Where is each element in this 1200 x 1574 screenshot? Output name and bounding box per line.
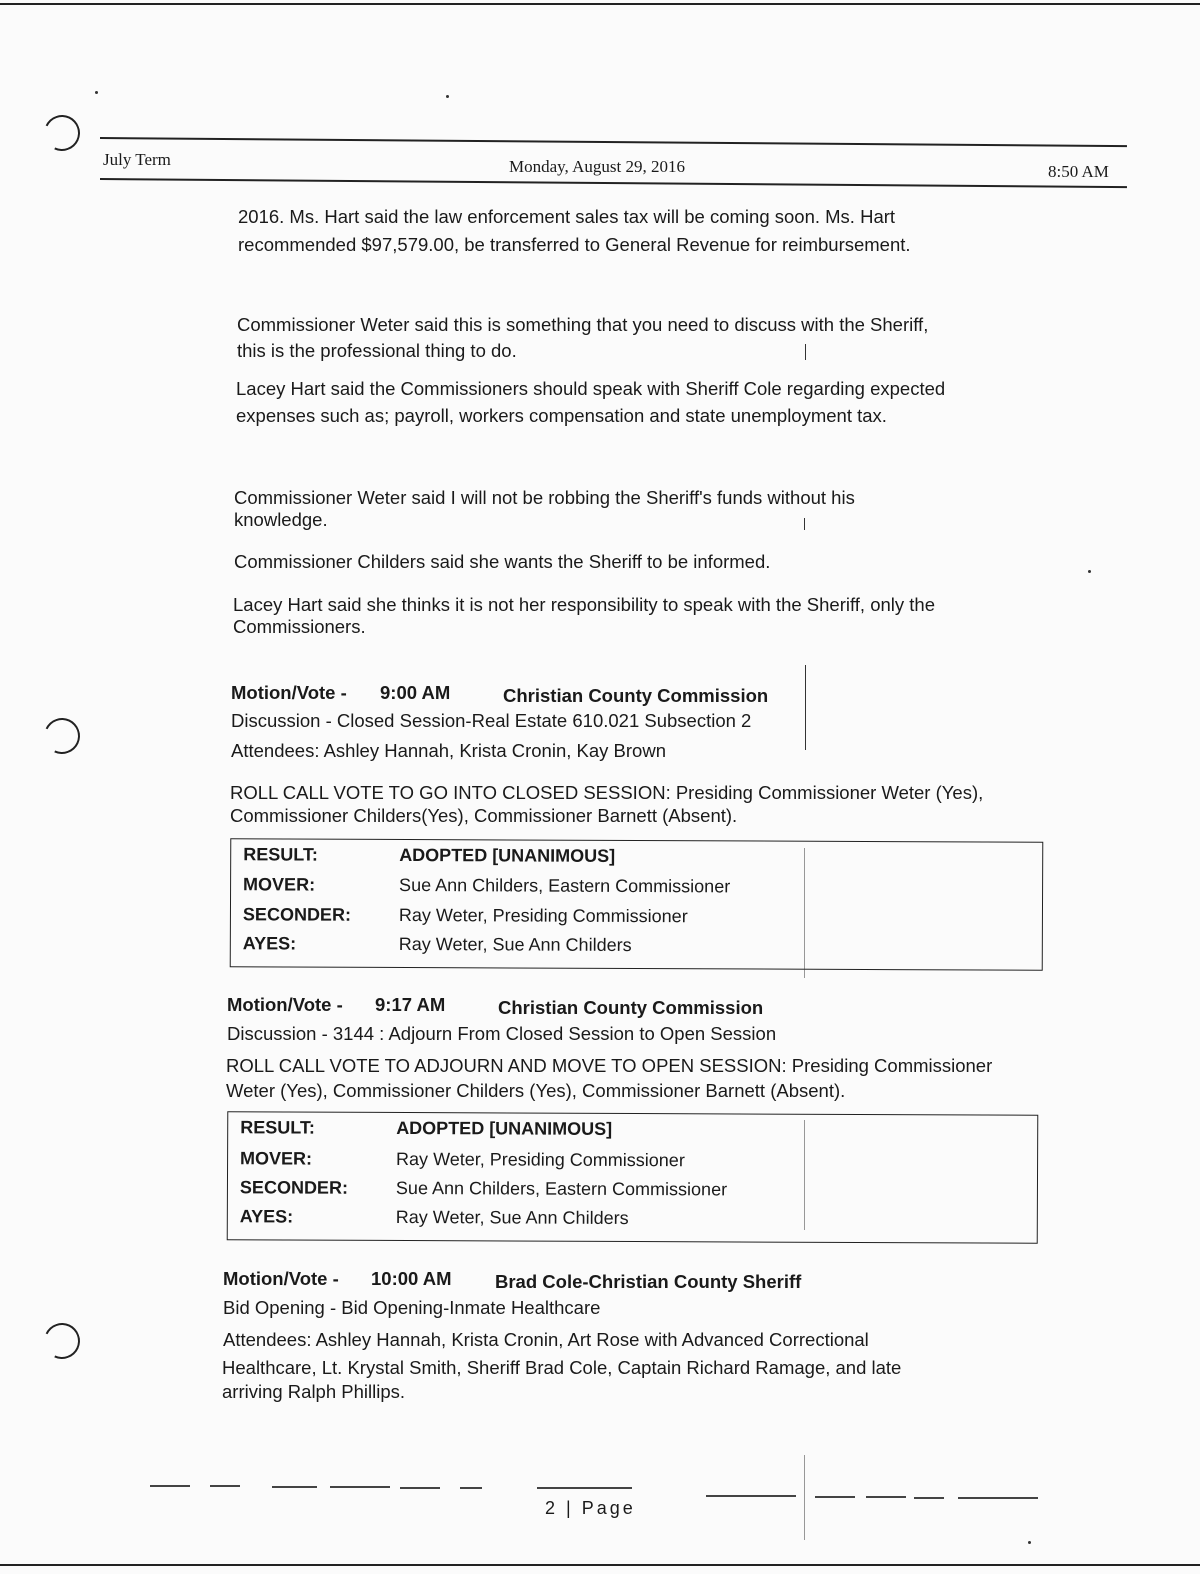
punch-hole-icon bbox=[39, 1318, 85, 1364]
motion-heading-label: Motion/Vote - bbox=[231, 682, 347, 703]
motion-heading-label: Motion/Vote - bbox=[223, 1268, 339, 1289]
footer-dash bbox=[400, 1487, 440, 1489]
motion-heading-time: 10:00 AM bbox=[371, 1268, 452, 1289]
punch-hole-icon bbox=[39, 110, 85, 156]
paragraph-line: 2016. Ms. Hart said the law enforcement sales tax will be coming soon. Ms. Hart bbox=[238, 206, 896, 227]
paragraph-line: Commissioner Weter said I will not be robbing the Sheriff's funds without his bbox=[234, 487, 855, 508]
motion-line: Discussion - Closed Session-Real Estate 610.021 Subsection 2 bbox=[231, 710, 752, 731]
scan-speck bbox=[446, 95, 449, 98]
scan-border-top bbox=[0, 3, 1200, 5]
footer-dash bbox=[866, 1496, 906, 1498]
footer-dash bbox=[706, 1495, 796, 1497]
footer-dash bbox=[958, 1497, 1038, 1499]
motion-line: Bid Opening - Bid Opening-Inmate Healthcare bbox=[223, 1297, 601, 1318]
vote-result-box bbox=[230, 838, 1044, 971]
footer-dash bbox=[330, 1486, 390, 1488]
motion-line: Attendees: Ashley Hannah, Krista Cronin, Kay Brown bbox=[231, 740, 666, 761]
paragraph-line: Commissioners. bbox=[233, 616, 366, 637]
header-term: July Term bbox=[103, 150, 171, 169]
scan-speck bbox=[1088, 570, 1091, 573]
motion-line: ROLL CALL VOTE TO ADJOURN AND MOVE TO OPEN SESSION: Presiding Commissioner bbox=[226, 1055, 993, 1076]
paragraph-line: Commissioner Childers said she wants the Sheriff to be informed. bbox=[234, 551, 771, 572]
paragraph-line: recommended $97,579.00, be transferred to General Revenue for reimbursement. bbox=[238, 234, 911, 255]
paragraph-line: Commissioner Weter said this is something that you need to discuss with the Sheriff, bbox=[237, 314, 929, 335]
vote-row: RESULT: ADOPTED [UNANIMOUS] bbox=[243, 844, 616, 866]
vote-row: MOVER: Ray Weter, Presiding Commissioner bbox=[240, 1148, 685, 1171]
page-number: 2 | Page bbox=[545, 1498, 636, 1518]
footer-dash bbox=[815, 1496, 855, 1498]
paragraph-line: knowledge. bbox=[234, 509, 328, 530]
paragraph-line: Lacey Hart said she thinks it is not her responsibility to speak with the Sheriff, only the bbox=[233, 594, 935, 615]
motion-heading-time: 9:00 AM bbox=[380, 682, 451, 703]
paragraph-line: expenses such as; payroll, workers compensation and state unemployment tax. bbox=[236, 405, 887, 426]
scan-mark bbox=[804, 518, 805, 530]
scan-mark bbox=[805, 665, 806, 750]
footer-dash bbox=[914, 1497, 944, 1499]
roll-call-line: Commissioner Childers(Yes), Commissioner Barnett (Absent). bbox=[230, 805, 738, 826]
motion-line: Weter (Yes), Commissioner Childers (Yes), Commissioner Barnett (Absent). bbox=[226, 1080, 846, 1101]
vote-row: SECONDER: Ray Weter, Presiding Commissioner bbox=[242, 904, 688, 927]
motion-heading-body: Brad Cole-Christian County Sheriff bbox=[495, 1271, 802, 1292]
footer-dash bbox=[537, 1487, 632, 1489]
motion-line: arriving Ralph Phillips. bbox=[222, 1381, 406, 1402]
header-rule-top bbox=[100, 137, 1127, 147]
footer-dash bbox=[150, 1485, 190, 1487]
punch-hole-icon bbox=[39, 713, 85, 759]
motion-line: Discussion - 3144 : Adjourn From Closed Session to Open Session bbox=[227, 1023, 777, 1044]
paragraph-line: this is the professional thing to do. bbox=[237, 340, 517, 361]
header-date: Monday, August 29, 2016 bbox=[509, 157, 685, 176]
vote-row: RESULT: ADOPTED [UNANIMOUS] bbox=[240, 1117, 613, 1139]
vote-row: AYES: Ray Weter, Sue Ann Childers bbox=[239, 1206, 629, 1228]
footer-dash bbox=[272, 1486, 317, 1488]
paragraph-line: Lacey Hart said the Commissioners should speak with Sheriff Cole regarding expected bbox=[236, 378, 946, 399]
scan-mark bbox=[804, 1455, 805, 1540]
motion-line: Attendees: Ashley Hannah, Krista Cronin, Art Rose with Advanced Correctional bbox=[223, 1329, 869, 1350]
header-time: 8:50 AM bbox=[1048, 162, 1109, 181]
vote-row: AYES: Ray Weter, Sue Ann Childers bbox=[242, 933, 632, 955]
scan-border-bottom bbox=[0, 1564, 1200, 1566]
header-rule-bottom bbox=[100, 178, 1127, 188]
scan-mark bbox=[804, 1120, 805, 1230]
vote-row: SECONDER: Sue Ann Childers, Eastern Commissioner bbox=[239, 1177, 728, 1200]
footer-dash bbox=[460, 1487, 482, 1489]
motion-heading-body: Christian County Commission bbox=[503, 685, 769, 706]
scan-mark bbox=[805, 344, 806, 360]
motion-line: Healthcare, Lt. Krystal Smith, Sheriff Brad Cole, Captain Richard Ramage, and late bbox=[222, 1357, 902, 1378]
motion-heading-body: Christian County Commission bbox=[498, 997, 764, 1018]
motion-heading-label: Motion/Vote - bbox=[227, 994, 343, 1015]
scan-speck bbox=[1028, 1541, 1031, 1544]
footer-dash bbox=[210, 1485, 240, 1487]
roll-call-line: ROLL CALL VOTE TO GO INTO CLOSED SESSION: Presiding Commissioner Weter (Yes), bbox=[230, 782, 984, 803]
vote-row: MOVER: Sue Ann Childers, Eastern Commissioner bbox=[243, 874, 731, 897]
vote-result-box bbox=[227, 1111, 1039, 1244]
scan-speck bbox=[95, 91, 98, 94]
scan-mark bbox=[804, 848, 805, 978]
motion-heading-time: 9:17 AM bbox=[375, 994, 446, 1015]
